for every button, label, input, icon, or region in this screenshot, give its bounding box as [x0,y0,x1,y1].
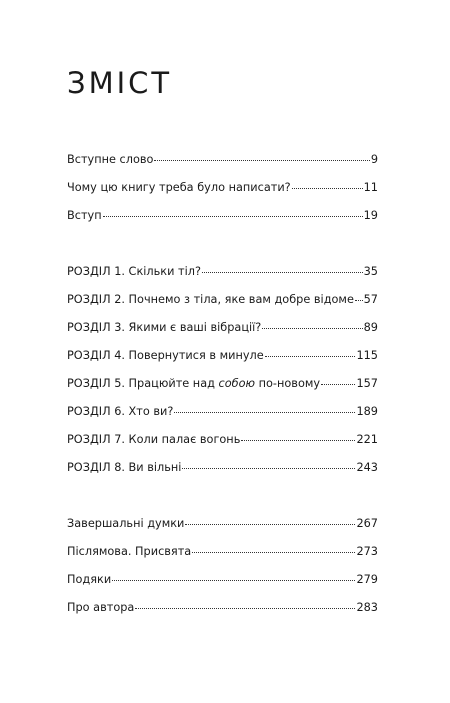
dot-leader [103,206,363,217]
dot-leader [154,150,369,161]
page-title: ЗМІСТ [67,66,173,100]
toc-entry-page: 89 [363,321,378,334]
dot-leader [192,542,355,553]
toc-entry-page: 157 [356,377,378,390]
toc-entry-label: РОЗДІЛ 6. Хто ви? [67,405,174,418]
toc-entry-label: Про автора [67,601,135,614]
toc-entry-page: 11 [363,181,378,194]
toc-entry [67,208,378,223]
dot-leader [355,290,363,301]
toc-entry-label-part: РОЗДІЛ 5. Працюйте над [67,377,219,390]
toc-entry [67,432,378,447]
toc-entry-page: 279 [356,573,378,586]
dot-leader [202,262,363,273]
toc-entry-label: Подяки [67,573,112,586]
dot-leader [321,374,355,385]
toc-entry-label: РОЗДІЛ 1. Скільки тіл? [67,265,201,278]
toc-entry-label: Післямова. Присвята [67,545,192,558]
dot-leader [182,458,355,469]
toc-entry [67,600,378,615]
toc-entry-label-part: по-новому [255,377,321,390]
dot-leader [241,430,355,441]
toc-entry [67,516,378,531]
toc-entry-page: 243 [356,461,378,474]
dot-leader [262,318,362,329]
toc-entry [67,404,378,419]
toc-entry-label: РОЗДІЛ 7. Коли палає вогонь [67,433,241,446]
dot-leader [174,402,355,413]
toc-entry-label-emphasis: собою [218,377,256,390]
toc-entry-label [67,377,320,391]
toc-entry-label: РОЗДІЛ 4. Повернутися в минуле [67,349,264,362]
toc-entry-page: 57 [363,293,378,306]
toc-entry [67,180,378,195]
toc-entry-page: 273 [356,545,378,558]
toc-entry-label: Вступ [67,209,102,222]
toc-entry [67,264,378,279]
toc-entry-page: 189 [356,405,378,418]
toc-entry [67,348,378,363]
toc-entry-label: РОЗДІЛ 8. Ви вільні [67,461,182,474]
toc-entry-page: 115 [356,349,378,362]
toc-entry-label: Чому цю книгу треба було написати? [67,181,291,194]
dot-leader [185,514,355,525]
toc-entry [67,376,378,391]
toc-entry [67,152,378,167]
dot-leader [265,346,356,357]
toc-entry-label: Вступне слово [67,153,154,166]
dot-leader [292,178,363,189]
toc-entry [67,460,378,475]
toc-entry-page: 9 [370,153,378,166]
toc-entry-label: РОЗДІЛ 3. Якими є ваші вібрації? [67,321,262,334]
toc-entry-page: 283 [356,601,378,614]
toc-entry [67,572,378,587]
toc-entry-page: 221 [356,433,378,446]
toc-entry [67,320,378,335]
dot-leader [112,570,355,581]
dot-leader [135,598,355,609]
toc-entry-page: 19 [363,209,378,222]
toc-entry [67,544,378,559]
toc-entry [67,292,378,307]
toc-entry-label: Завершальні думки [67,517,185,530]
toc-entry-page: 267 [356,517,378,530]
toc-entry-label: РОЗДІЛ 2. Почнемо з тіла, яке вам добре відоме [67,293,354,306]
toc-entry-page: 35 [363,265,378,278]
